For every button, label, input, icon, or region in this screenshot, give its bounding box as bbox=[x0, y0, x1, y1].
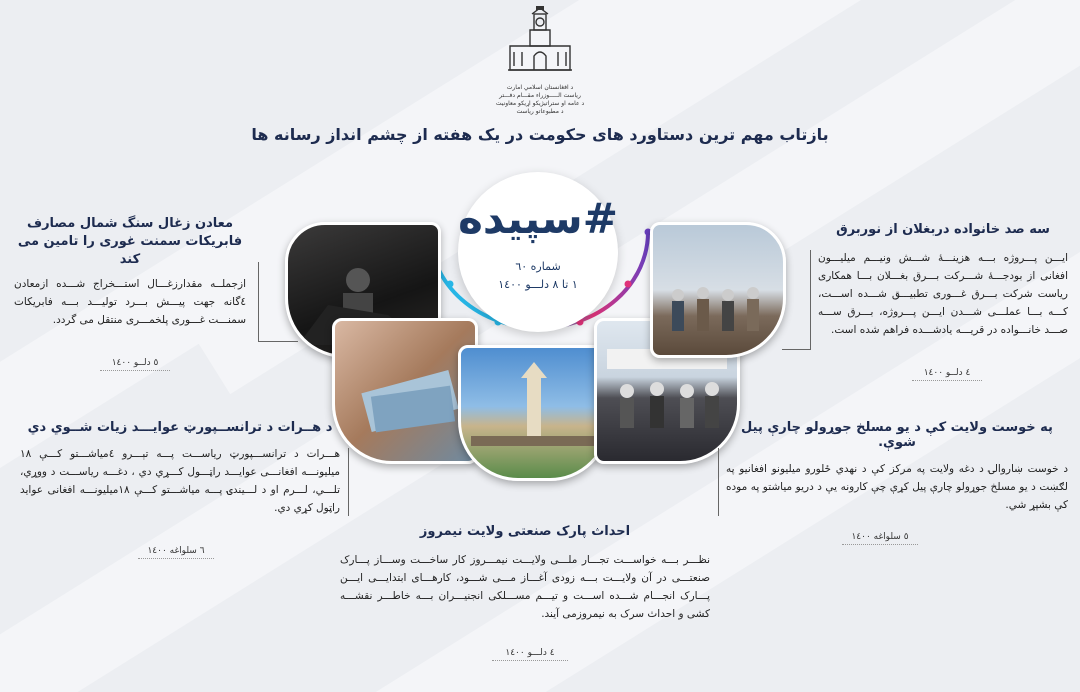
clock-tower-logo-icon bbox=[500, 6, 580, 86]
electricity-ceremony-photo bbox=[650, 222, 786, 358]
story-body: ازجملــه مقدارزغـــال استـــخراج شـــده ازمعادن ٤گانه جهت پیـــش بـــرد تولیـــد بـــه فابریکات سمنـــت غـــوری پلخمـــری منتقل می گردد. bbox=[14, 278, 246, 326]
nimroz-city-photo bbox=[458, 345, 610, 481]
story-khost bbox=[726, 420, 1068, 514]
story-body: ایـــن پـــروژه بـــه هزینـــۀ شـــش ونیـــم میلیـــون افغانی از بودجـــۀ شـــرکت بـــرق بغـــلان بـــا همکاری ریاست شرکت بـــرق غـــوری تطبیـــق شـــده اســـت، کـــه بـــا عملـــی شـــدن ایـــن پـــروژه، بـــرق ســـه صـــد خانـــواده در قریـــه یادشـــده فراهم شده است. bbox=[818, 252, 1068, 336]
connector-line bbox=[782, 349, 810, 350]
money-photo bbox=[332, 318, 478, 464]
org-line-1: د افغانستان اسلامي امارت bbox=[506, 84, 574, 91]
story-body: هـــرات د ترانســـپورټ ریاســـت پـــه تېـــرو ٤میاشـــتو کـــې ۱۸ میلیونـــه افغانـــی عوایـــد راټـــول کـــړي دي ، دغـــه ریاســـت د ووړي، تلـــي، لـــرم او د لـــيندۍ پـــه میاشـــتو کـــې ۱۸میلیونـــه افغانی عواید راټول کړي دي. bbox=[20, 448, 341, 514]
story-electricity bbox=[818, 222, 1068, 339]
story-nimroz bbox=[340, 524, 710, 623]
org-line-3: د عامه او ستراتيژيکو اړيکو معاونيت bbox=[495, 100, 585, 107]
story-date: ٤ دلـــو ١٤٠٠ bbox=[492, 648, 568, 661]
issue-number: شماره ٦٠ bbox=[515, 260, 561, 273]
story-title: په خوست ولایت کې د یو مسلخ جوړولو چارې پیل شوې. bbox=[741, 420, 1053, 450]
page-title: بازتاب مهم ترین دستاورد های حکومت در یک هفته از چشم انداز رسانه ها bbox=[251, 125, 829, 144]
story-body: نظـــر بـــه خواســـت تجـــار ملـــی ولایـــت نیمـــروز کار ساخـــت وســـاز پـــارک صنعتـــی در آن ولایـــت بـــه زودی آغـــاز مـــی شـــود، کارهـــای ابتدایـــی ایـــن پـــارک انجـــام شـــده اســـت و تیـــم مســـلکی انجنیـــران بـــه خاطـــر نقشـــه کشی و احداث سرک به نیمروزمی آیند. bbox=[340, 554, 710, 620]
connector-line bbox=[718, 448, 719, 516]
story-date: ٥ سلواغه ١٤٠٠ bbox=[842, 532, 918, 545]
story-transport bbox=[20, 420, 340, 517]
org-line-4: د مطبوعاتو رياست bbox=[516, 108, 564, 115]
story-title: سه صد خانواده دربغلان از نوربرق bbox=[836, 222, 1050, 237]
banknotes-icon bbox=[335, 321, 475, 461]
story-title: احداث پارک صنعتی ولایت نیمروز bbox=[419, 524, 631, 539]
connector-line bbox=[258, 341, 298, 342]
story-title: د هــرات د ترانســپورټ عوایـــد زیات شــوي دي bbox=[27, 420, 333, 435]
org-line-2: رياست الـــــوزراء مقـــام دفـــتر bbox=[499, 92, 581, 99]
story-date: ٥ دلــو ١٤٠٠ bbox=[100, 358, 170, 371]
story-body: د خوست ښاروالۍ د دغه ولایت په مرکز کې د نهدي ځلورو میلیونو افغانیو په لګښت د یو مسلخ جوړولو چارې پیل کړې چې کارونه یې د دریو میاشتو په موده کې بشپړ شي. bbox=[726, 463, 1068, 511]
connector-line bbox=[810, 250, 811, 350]
organization-block bbox=[470, 84, 610, 116]
hashtag-title: #سپیده bbox=[458, 194, 618, 243]
monument-icon bbox=[461, 348, 607, 478]
issue-date-range: ١ تا ٨ دلـــو ١٤٠٠ bbox=[498, 278, 578, 291]
connector-line bbox=[258, 262, 259, 342]
story-title: معادن زغال سنگ شمال مصارف فابریکات سمنت غوری را تامین می کند bbox=[17, 216, 243, 267]
story-date: ٦ سلواغه ١٤٠٠ bbox=[138, 546, 214, 559]
hashtag-badge bbox=[458, 172, 618, 332]
crowd-icon bbox=[653, 225, 783, 355]
story-date: ٤ دلــو ١٤٠٠ bbox=[912, 368, 982, 381]
connector-line bbox=[348, 448, 349, 516]
story-coal bbox=[14, 215, 246, 329]
